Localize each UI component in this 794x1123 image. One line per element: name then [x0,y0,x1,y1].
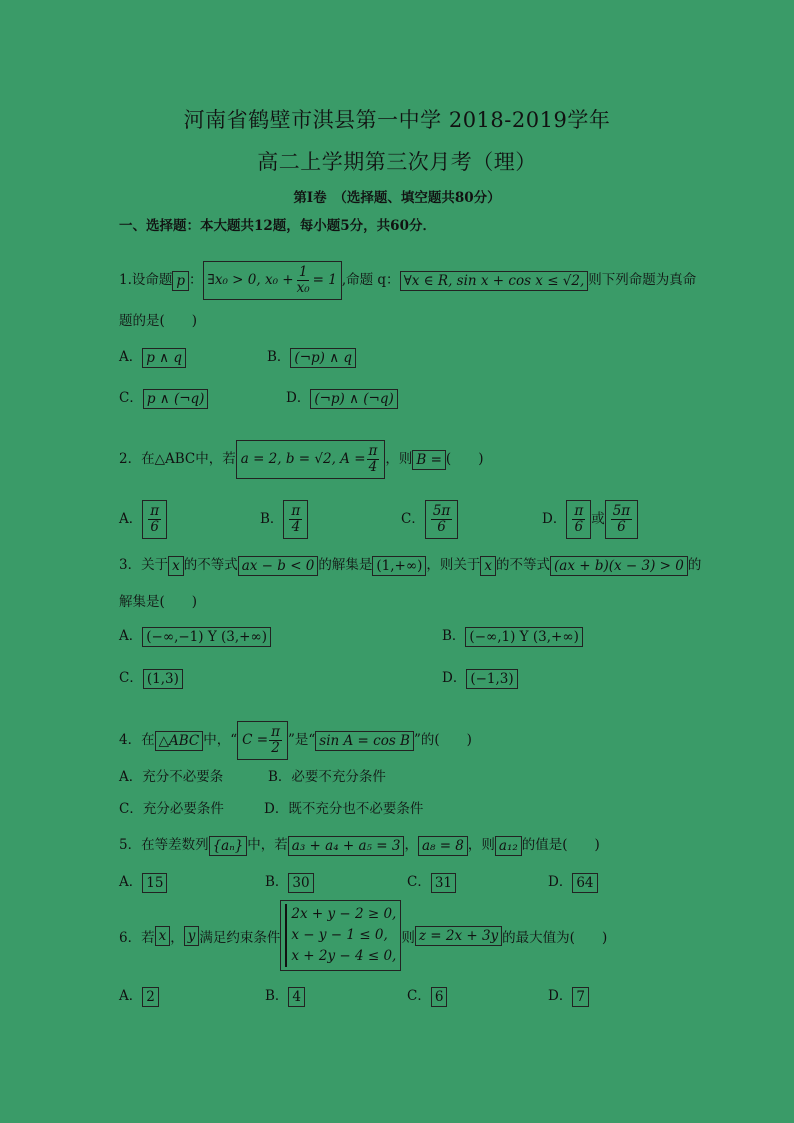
option-b: B． (−∞,1) Y (3,+∞) [442,626,583,647]
math-box: a = 2, b = √2, A = $\frac{\pi}{4}$ [236,440,386,479]
option-d: D． 64 [548,872,598,893]
option-a: A． 2 [119,986,159,1007]
question-6: 6．若 x ， y 满足约束条件 2x + y − 2 ≥ 0, x − y − 1 ≤ 0, x + 2y − 4 ≤ 0, 则 z = 2x + 3y 的最大值为( ) [119,900,607,971]
question-2: 2．在△ABC中，若 a = 2, b = √2, A = $\frac{\pi}{4}$ ，则 B = ( ) [119,440,483,479]
option-b: B．必要不充分条件 [268,769,386,785]
exam-subtitle: 高二上学期第三次月考（理） [257,150,537,174]
constraint-system: 2x + y − 2 ≥ 0, x − y − 1 ≤ 0, x + 2y − 4 ≤ 0, [280,900,401,971]
section-heading: 一、选择题：本大题共12题，每小题5分，共60分． [119,218,436,234]
option-b: B． (¬p) ∧ q [267,347,356,368]
option-c: C． $\frac{5\pi}{6}$ [401,500,458,539]
question-5: 5．在等差数列 {aₙ} 中，若 a₃ + a₄ + a₅ = 3 ， a₈ = 8 ，则 a₁₂ 的值是( ) [119,837,600,854]
option-a: A． (−∞,−1) Y (3,+∞) [119,626,271,647]
question-3: 3．关于 x 的不等式 ax − b < 0 的解集是 (1,+∞) ，则关于 x 的不等式 (ax + b)(x − 3) > 0 的 [119,557,702,574]
exam-title: 河南省鹤壁市淇县第一中学 2018-2019学年 [183,108,611,132]
option-c: C． (1,3) [119,668,183,689]
option-a: A．充分不必要条 [119,769,224,785]
math-box: ∃x₀ > 0, x₀ + $\frac{1}{\text{x₀}}$ = 1 [203,261,342,300]
question-1: 1.设命题 p ： ∃x₀ > 0, x₀ + $\frac{1}{\text{x₀}}$ = 1 ,命题 q： ∀x ∈ R, sin x + cos x ≤ √2, 则下列命题为真命 [119,261,696,300]
volume-heading: 第Ⅰ卷 （选择题、填空题共80分） [293,190,501,206]
option-c: C． 31 [407,872,456,893]
option-b: B． 30 [265,872,314,893]
option-b: B． 4 [265,986,305,1007]
option-d: D． (¬p) ∧ (¬q) [286,388,398,409]
question-1-line2: 题的是( ) [119,313,198,329]
option-c: C． 6 [407,986,447,1007]
math-box: ∀x ∈ R, sin x + cos x ≤ √2, [400,271,589,291]
question-4: 4．在 △ABC 中，“ C = $\frac{\pi}{2}$ ”是“ sin A = cos B ”的( ) [119,721,472,760]
option-a: A． $\frac{\pi}{6}$ [119,500,167,539]
option-a: A． 15 [119,872,167,893]
option-b: B． $\frac{\pi}{4}$ [260,500,308,539]
option-d: D． (−1,3) [442,668,518,689]
option-d: D． $\frac{\pi}{6}$ 或 $\frac{5\pi}{6}$ [542,500,638,539]
math-box: p [172,271,189,291]
option-c: C． p ∧ (¬q) [119,388,208,409]
option-a: A． p ∧ q [119,347,186,368]
option-c: C．充分必要条件 [119,801,224,817]
question-3-line2: 解集是( ) [119,594,198,610]
option-d: D． 7 [548,986,589,1007]
option-d: D．既不充分也不必要条件 [264,801,424,817]
